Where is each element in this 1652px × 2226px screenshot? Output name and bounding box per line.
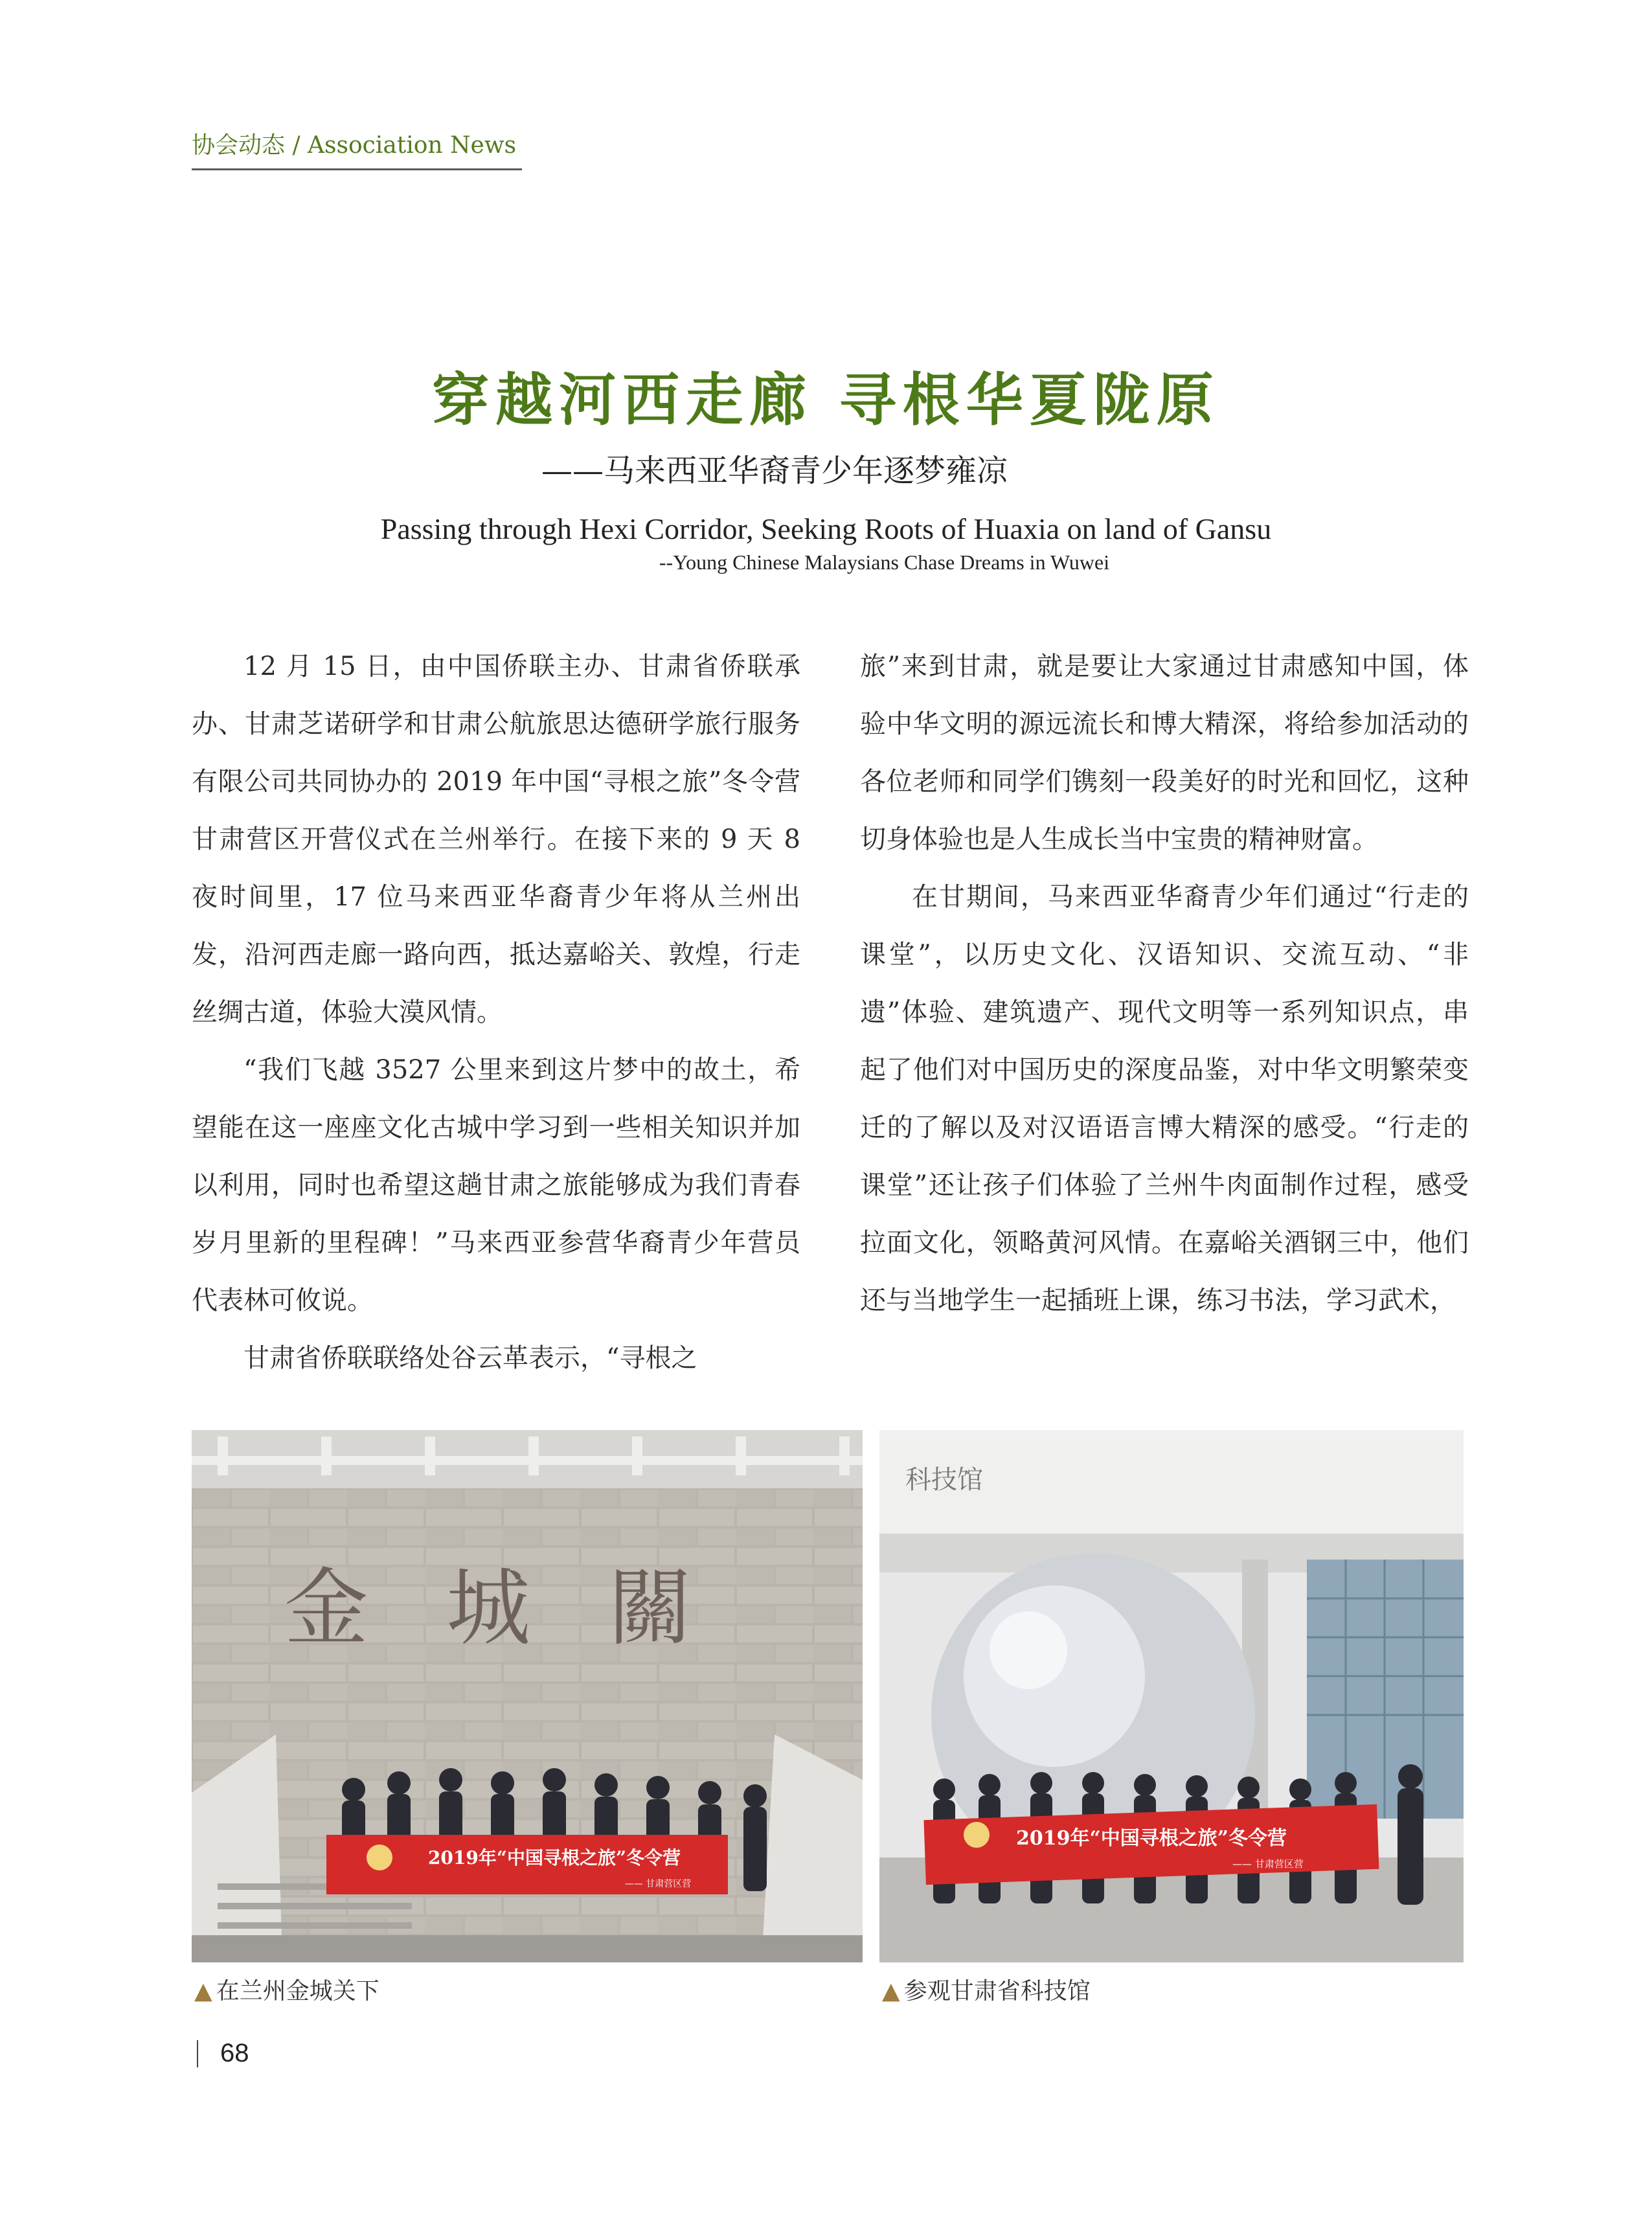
photo-jincheng-pass [192, 1430, 863, 1962]
photo-science-museum [879, 1430, 1464, 1962]
building-sign: 科技馆 [905, 1465, 983, 1495]
paragraph: 在甘期间，马来西亚华裔青少年们通过“行走的课堂”，以历史文化、汉语知识、交流互动、“非遗”体验、建筑遗产、现代文明等一系列知识点，串起了他们对中国历史的深度品鉴，对中华文明繁荣变迁的了解以及对汉语语言博大精深的感受。“行走的课堂”还让孩子们体验了兰州牛肉面制作过程，感受拉面文化，领略黄河风情。在嘉峪关酒钢三中，他们还与当地学生一起插班上课，练习书法，学习武术， [860, 882, 1469, 1315]
photo-caption-right [882, 1973, 1091, 2006]
paragraph: “我们飞越 3527 公里来到这片梦中的故土，希望能在这一座座文化古城中学习到一些相关知识并加以利用，同时也希望这趟甘肃之旅能够成为我们青春岁月里新的里程碑！”马来西亚参营华裔青少年营员代表林可攸说。 [192, 1055, 800, 1315]
paragraph: 甘肃省侨联联络处谷云革表示，“寻根之 [243, 1343, 697, 1373]
wall-inscription: 金城關 [284, 1559, 771, 1657]
article-subtitle-en: --Young Chinese Malaysians Chase Dreams in Wuwei [659, 551, 1110, 574]
left-column [192, 638, 800, 1387]
banner-title: 2019年“中国寻根之旅”冬令营 [427, 1847, 681, 1868]
article-title-en: Passing through Hexi Corridor, Seeking Roots of Huaxia on land of Gansu [380, 512, 1272, 545]
caption-triangle-icon: ▲ [194, 1978, 212, 2005]
paragraph: 旅”来到甘肃，就是要让大家通过甘肃感知中国，体验中华文明的源远流长和博大精深，将给参加活动的各位老师和同学们镌刻一段美好的时光和回忆，这种切身体验也是人生成长当中宝贵的精神财富。 [860, 652, 1469, 854]
page-number: 68 [220, 2039, 249, 2067]
paragraph: 12 月 15 日，由中国侨联主办、甘肃省侨联承办、甘肃芝诺研学和甘肃公航旅思达德研学旅行服务有限公司共同协办的 2019 年中国“寻根之旅”冬令营甘肃营区开营仪式在兰州举行。在接下来的 9 天 8 夜时间里，17 位马来西亚华裔青少年将从兰州出发，沿河西走廊一路向西，抵达嘉峪关、敦煌，行走丝绸古道，体验大漠风情。 [192, 652, 800, 1027]
section-label: 协会动态 / Association News [192, 132, 517, 159]
caption-triangle-icon: ▲ [882, 1978, 900, 2005]
banner-title: 2019年“中国寻根之旅”冬令营 [1015, 1827, 1287, 1850]
banner-subtitle: —— 甘肃营区营 [624, 1879, 692, 1889]
folio-divider [197, 2040, 198, 2067]
article-subtitle: ——马来西亚华裔青少年逐梦雍凉 [541, 453, 1008, 489]
right-column [860, 638, 1469, 1330]
article-title: 穿越河西走廊 寻根华夏陇原 [432, 367, 1220, 433]
caption-text: 在兰州金城关下 [216, 1978, 379, 2005]
caption-text: 参观甘肃省科技馆 [903, 1978, 1091, 2005]
banner-subtitle: —— 甘肃营区营 [1232, 1858, 1304, 1870]
section-header [192, 127, 522, 170]
photo-caption-left [194, 1973, 379, 2006]
